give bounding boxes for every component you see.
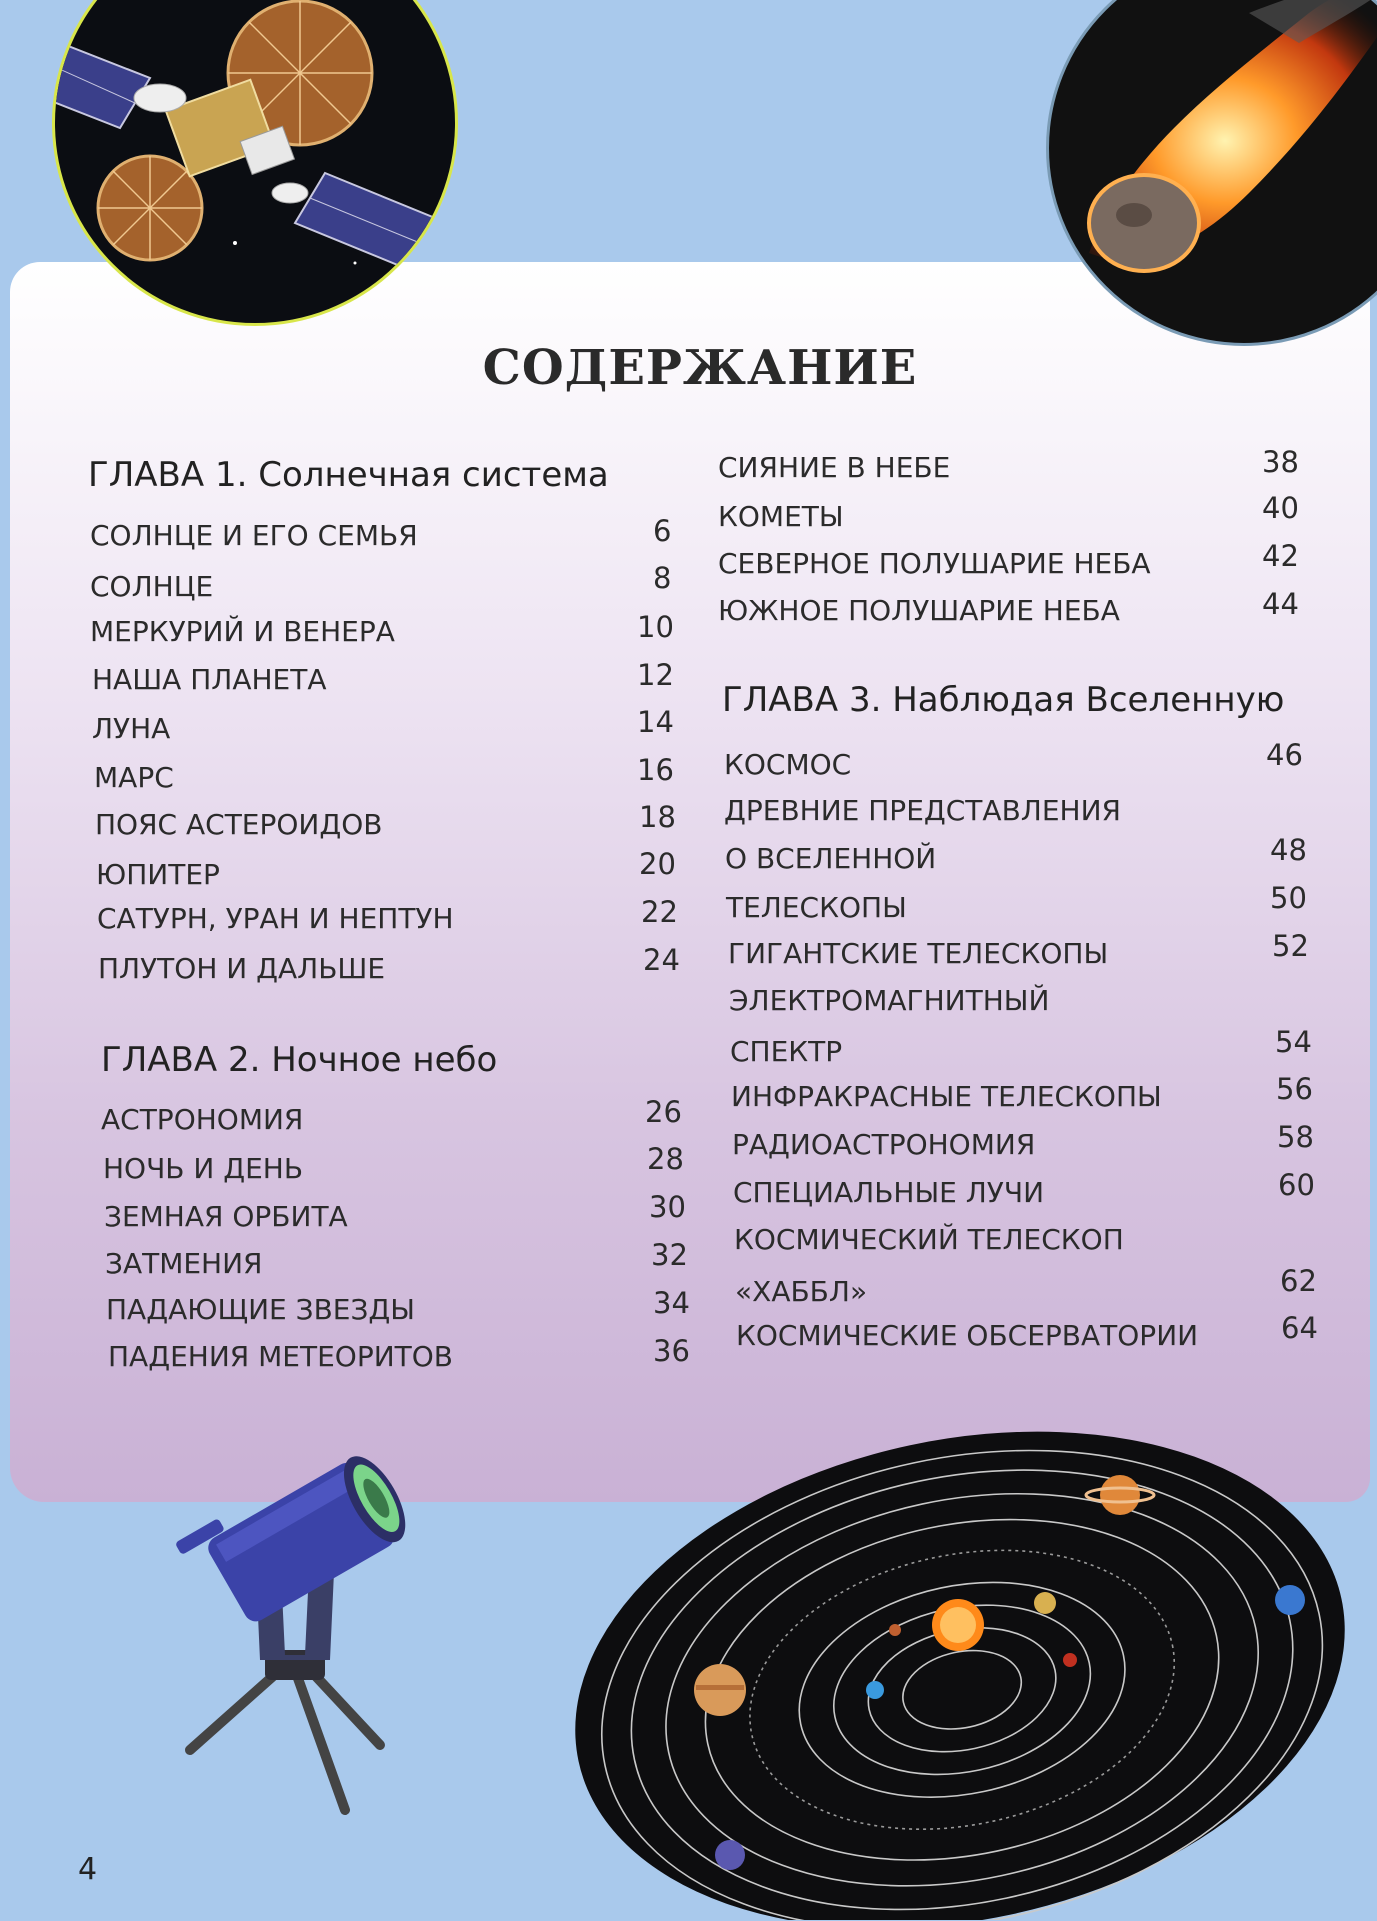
toc-page-number: 20 xyxy=(639,847,676,881)
toc-page-number: 26 xyxy=(645,1095,682,1129)
toc-entry[interactable]: САТУРН, УРАН И НЕПТУН xyxy=(97,902,454,935)
page-number: 4 xyxy=(78,1852,98,1887)
toc-page-number: 56 xyxy=(1276,1072,1313,1106)
toc-entry[interactable]: ЮПИТЕР xyxy=(96,858,220,891)
toc-page-number: 32 xyxy=(651,1238,688,1272)
toc-entry[interactable]: ГИГАНТСКИЕ ТЕЛЕСКОПЫ xyxy=(728,937,1109,970)
toc-page-number: 38 xyxy=(1262,445,1299,479)
toc-page-number: 44 xyxy=(1262,587,1299,621)
solar-system-illustration xyxy=(560,1400,1360,1920)
toc-entry[interactable]: ПОЯС АСТЕРОИДОВ xyxy=(95,808,383,841)
toc-entry[interactable]: СПЕЦИАЛЬНЫЕ ЛУЧИ xyxy=(733,1176,1045,1209)
toc-page-number: 60 xyxy=(1278,1168,1315,1202)
toc-page-number: 36 xyxy=(653,1334,690,1368)
toc-page-number: 30 xyxy=(649,1190,686,1224)
toc-entry[interactable]: НОЧЬ И ДЕНЬ xyxy=(103,1152,304,1185)
toc-entry[interactable]: ЗАТМЕНИЯ xyxy=(105,1247,263,1280)
toc-page-number: 6 xyxy=(653,514,672,548)
toc-entry[interactable]: СИЯНИЕ В НЕБЕ xyxy=(718,451,951,484)
toc-entry[interactable]: АСТРОНОМИЯ xyxy=(101,1103,304,1136)
toc-page-number: 10 xyxy=(637,610,674,644)
toc-page-number: 64 xyxy=(1281,1311,1318,1345)
toc-entry[interactable]: ЮЖНОЕ ПОЛУШАРИЕ НЕБА xyxy=(718,594,1120,627)
toc-page-number: 16 xyxy=(637,753,674,787)
toc-page-number: 50 xyxy=(1270,881,1307,915)
toc-page-number: 62 xyxy=(1280,1264,1317,1298)
telescope-illustration xyxy=(170,1440,430,1820)
toc-page-number: 42 xyxy=(1262,539,1299,573)
toc-entry[interactable]: МАРС xyxy=(94,761,174,794)
toc-entry[interactable]: КОСМИЧЕСКИЕ ОБСЕРВАТОРИИ xyxy=(736,1319,1199,1352)
toc-entry-continuation[interactable]: СПЕКТР xyxy=(730,1035,843,1068)
toc-entry[interactable]: ЭЛЕКТРОМАГНИТНЫЙ xyxy=(729,984,1050,1017)
chapter-1-heading: ГЛАВА 1. Солнечная система xyxy=(88,455,609,495)
toc-entry[interactable]: МЕРКУРИЙ И ВЕНЕРА xyxy=(90,615,395,648)
toc-entry[interactable]: СОЛНЦЕ xyxy=(90,570,214,603)
toc-entry[interactable]: ТЕЛЕСКОПЫ xyxy=(726,891,907,924)
toc-entry[interactable]: СОЛНЦЕ И ЕГО СЕМЬЯ xyxy=(90,519,418,552)
toc-page-number: 58 xyxy=(1277,1120,1314,1154)
chapter-3-heading: ГЛАВА 3. Наблюдая Вселенную xyxy=(722,680,1285,720)
toc-entry[interactable]: ПАДЕНИЯ МЕТЕОРИТОВ xyxy=(108,1340,453,1373)
toc-entry[interactable]: ДРЕВНИЕ ПРЕДСТАВЛЕНИЯ xyxy=(724,794,1121,827)
toc-page-number: 52 xyxy=(1272,929,1309,963)
toc-entry[interactable]: КОСМИЧЕСКИЙ ТЕЛЕСКОП xyxy=(734,1223,1124,1256)
toc-page-number: 24 xyxy=(643,943,680,977)
toc-entry[interactable]: РАДИОАСТРОНОМИЯ xyxy=(732,1128,1036,1161)
toc-entry[interactable]: ПАДАЮЩИЕ ЗВЕЗДЫ xyxy=(106,1293,416,1326)
toc-page-number: 12 xyxy=(637,658,674,692)
toc-page-number: 28 xyxy=(647,1142,684,1176)
toc-page-number: 34 xyxy=(653,1286,690,1320)
toc-page-number: 18 xyxy=(639,800,676,834)
toc-entry[interactable]: ПЛУТОН И ДАЛЬШЕ xyxy=(98,952,386,985)
toc-entry[interactable]: КОМЕТЫ xyxy=(718,500,844,533)
toc-entry[interactable]: КОСМОС xyxy=(724,748,852,781)
chapter-2-heading: ГЛАВА 2. Ночное небо xyxy=(101,1040,498,1080)
toc-page-number: 8 xyxy=(653,561,672,595)
page-title: СОДЕРЖАНИЕ xyxy=(482,340,918,396)
toc-entry[interactable]: ЛУНА xyxy=(92,712,171,745)
solar-system-icon xyxy=(560,1400,1360,1920)
toc-entry[interactable]: СЕВЕРНОЕ ПОЛУШАРИЕ НЕБА xyxy=(718,547,1151,580)
toc-page-number: 54 xyxy=(1275,1025,1312,1059)
toc-page-number: 40 xyxy=(1262,491,1299,525)
toc-entry-continuation[interactable]: «ХАББЛ» xyxy=(735,1275,868,1308)
toc-page-number: 22 xyxy=(641,895,678,929)
toc-page-number: 48 xyxy=(1270,833,1307,867)
toc-entry[interactable]: НАША ПЛАНЕТА xyxy=(92,663,327,696)
toc-entry-continuation[interactable]: О ВСЕЛЕННОЙ xyxy=(725,842,937,875)
toc-entry[interactable]: ИНФРАКРАСНЫЕ ТЕЛЕСКОПЫ xyxy=(731,1080,1162,1113)
telescope-icon xyxy=(175,1440,418,1810)
toc-page-number: 14 xyxy=(637,705,674,739)
toc-entry[interactable]: ЗЕМНАЯ ОРБИТА xyxy=(104,1200,348,1233)
toc-page-number: 46 xyxy=(1266,738,1303,772)
